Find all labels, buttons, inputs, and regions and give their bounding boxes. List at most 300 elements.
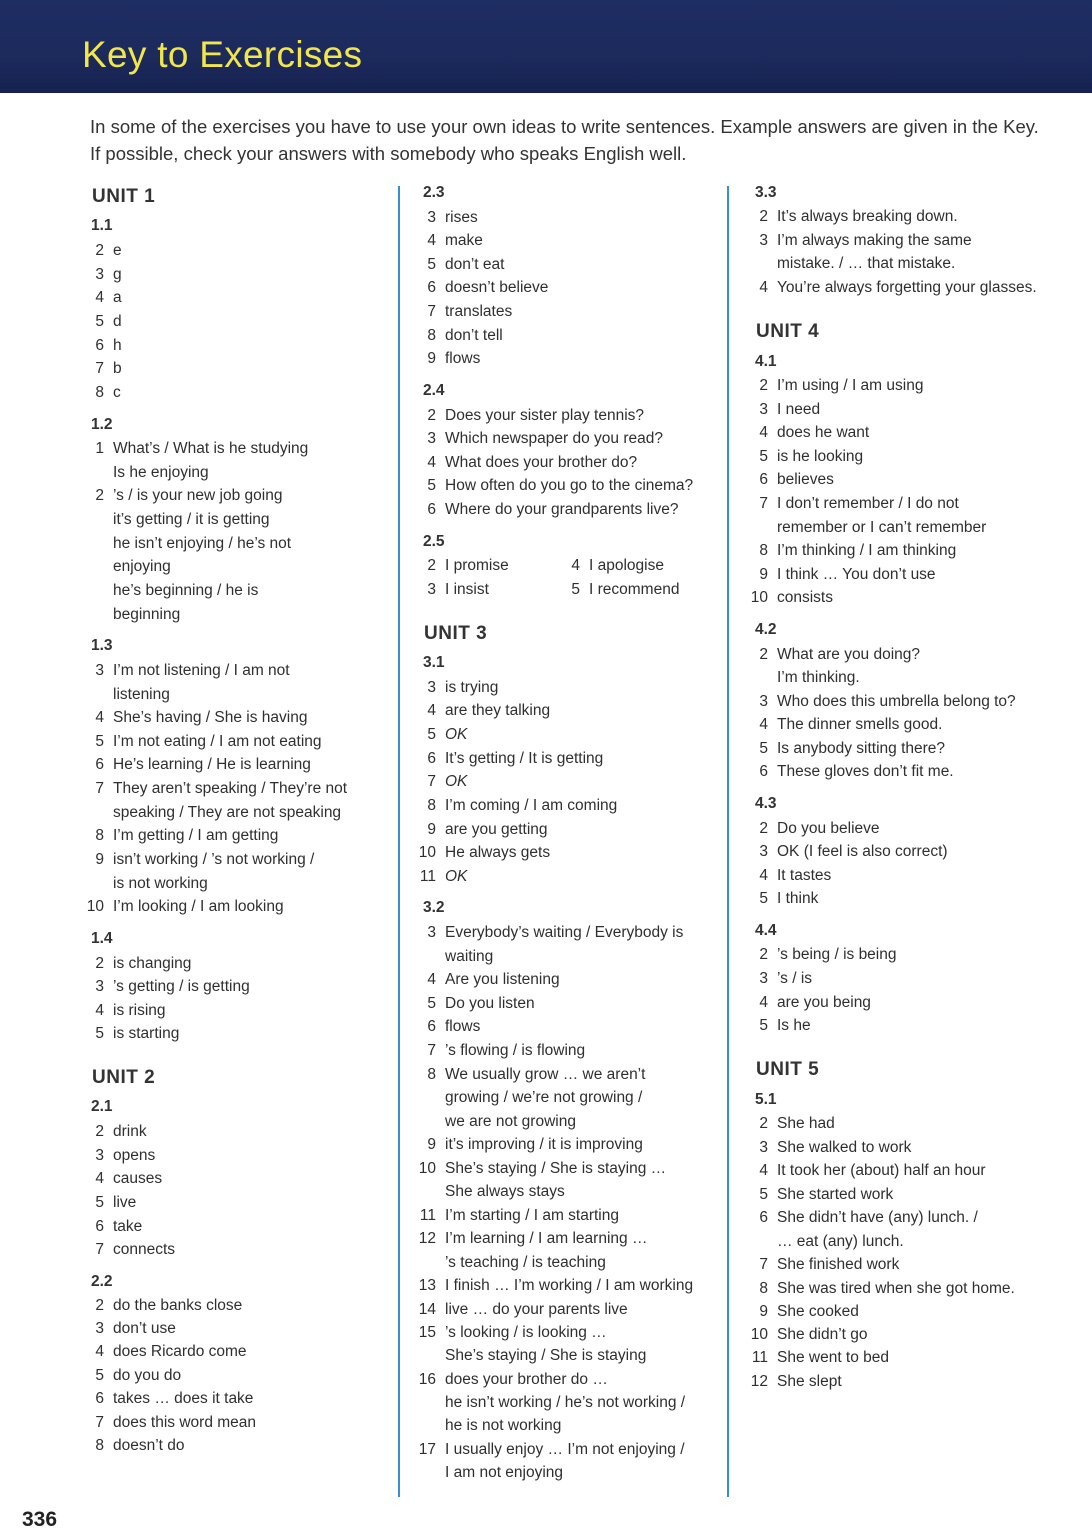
answer-line — [746, 1255, 899, 1275]
answer-line — [82, 439, 308, 459]
answer-number: 4 — [95, 1002, 104, 1019]
answer-text: I think — [777, 890, 819, 907]
answer-text: I’m always making the same — [777, 232, 972, 249]
answer-text: causes — [113, 1170, 163, 1187]
answer-number: 5 — [759, 740, 768, 757]
answer-text: It’s getting / It is getting — [445, 750, 604, 767]
answer-number: 3 — [427, 581, 436, 598]
answer-line — [414, 326, 503, 346]
answer-text: flows — [445, 1018, 481, 1035]
answer-line — [746, 231, 972, 251]
answer-number: 4 — [759, 716, 768, 733]
answer-line — [746, 1348, 889, 1368]
answer-line — [82, 1146, 155, 1166]
answer-text: I promise — [445, 557, 509, 574]
answer-number: 9 — [427, 350, 436, 367]
answer-text: he’s beginning / he is — [113, 582, 259, 599]
answer-number: 7 — [95, 780, 104, 797]
answer-text: mistake. / … that mistake. — [777, 255, 956, 272]
answer-text: opens — [113, 1147, 156, 1164]
answer-line — [414, 1370, 608, 1390]
answer-text: it’s improving / it is improving — [445, 1136, 643, 1153]
answer-line — [746, 494, 959, 514]
answer-line — [414, 1440, 685, 1460]
answer-text: Do you believe — [777, 820, 880, 837]
answer-text: ’s being / is being — [777, 946, 897, 963]
answer-line — [82, 954, 191, 974]
answer-line — [82, 1122, 147, 1142]
answer-line — [414, 947, 493, 967]
answer-number: 3 — [759, 843, 768, 860]
answer-line — [82, 1217, 142, 1237]
answer-number: 5 — [95, 1367, 104, 1384]
answer-text: I’m using / I am using — [777, 377, 924, 394]
answer-text: drink — [113, 1123, 147, 1140]
page-number: 336 — [22, 1508, 58, 1531]
answer-text: live — [113, 1194, 137, 1211]
answer-line — [414, 867, 467, 887]
answer-number: 3 — [95, 662, 104, 679]
answer-text: is starting — [113, 1025, 180, 1042]
answer-text: He’s learning / He is learning — [113, 756, 311, 773]
answer-number: 3 — [427, 430, 436, 447]
answer-number: 9 — [427, 821, 436, 838]
answer-number: 4 — [571, 557, 580, 574]
answer-line — [82, 1169, 162, 1189]
answer-line — [414, 994, 535, 1014]
answer-text: waiting — [445, 948, 494, 965]
answer-text: don’t use — [113, 1320, 176, 1337]
answer-number: 16 — [418, 1371, 436, 1388]
column-divider — [727, 186, 729, 1497]
answer-line — [82, 1342, 247, 1362]
answer-line — [414, 1253, 606, 1273]
answer-text: we are not growing — [445, 1113, 576, 1130]
answer-text: ’s / is — [777, 970, 813, 987]
answer-number: 3 — [427, 679, 436, 696]
unit-heading: UNIT 5 — [756, 1059, 820, 1080]
answer-text: does he want — [777, 424, 870, 441]
answer-number: 6 — [427, 1018, 436, 1035]
answer-number: 9 — [95, 851, 104, 868]
answer-number: 7 — [95, 1414, 104, 1431]
answer-line — [414, 1300, 628, 1320]
answer-line — [414, 476, 693, 496]
answer-number: 4 — [759, 867, 768, 884]
answer-text: She’s staying / She is staying — [445, 1347, 647, 1364]
answer-line — [414, 580, 489, 600]
answer-number: 4 — [95, 289, 104, 306]
answer-line — [746, 541, 956, 561]
answer-line — [414, 1276, 693, 1296]
answer-text: What’s / What is he studying — [113, 440, 309, 457]
answer-text: is not working — [113, 875, 208, 892]
answer-text: h — [113, 337, 122, 354]
answer-number: 3 — [427, 924, 436, 941]
answer-text: Where do your grandparents live? — [445, 501, 679, 518]
answer-text: believes — [777, 471, 834, 488]
answer-text: ’s looking / is looking … — [445, 1324, 607, 1341]
answer-line — [746, 819, 880, 839]
answer-number: 3 — [427, 209, 436, 226]
answer-line — [82, 510, 270, 530]
answer-line — [82, 486, 282, 506]
answer-line — [414, 1017, 480, 1037]
answer-number: 2 — [95, 1123, 104, 1140]
answer-number: 4 — [759, 994, 768, 1011]
answer-number: 11 — [751, 1349, 768, 1366]
answer-line — [746, 866, 831, 886]
exercise-number: 1.3 — [91, 637, 113, 654]
answer-number: 14 — [418, 1301, 436, 1318]
answer-line — [82, 685, 170, 705]
answer-line — [414, 678, 498, 698]
answer-number: 5 — [759, 890, 768, 907]
answer-line — [414, 1229, 647, 1249]
answer-line — [414, 1393, 685, 1413]
answer-line — [746, 278, 1037, 298]
answer-number: 12 — [750, 1373, 768, 1390]
answer-line — [746, 400, 820, 420]
answer-number: 5 — [95, 733, 104, 750]
answer-line — [82, 1413, 256, 1433]
answer-text: What are you doing? — [777, 646, 921, 663]
answer-line — [746, 668, 860, 688]
answer-number: 8 — [427, 797, 436, 814]
answer-number: 7 — [95, 1241, 104, 1258]
answer-text: I apologise — [589, 557, 664, 574]
answer-line — [414, 255, 504, 275]
answer-line — [746, 518, 986, 538]
answer-number: 10 — [750, 589, 768, 606]
answer-text: flows — [445, 350, 481, 367]
answer-text: he isn’t enjoying / he’s not — [113, 535, 292, 552]
answer-number: 7 — [427, 773, 436, 790]
answer-number: 8 — [427, 1066, 436, 1083]
answer-number: 6 — [95, 756, 104, 773]
answer-line — [414, 1112, 576, 1132]
answer-number: 13 — [418, 1277, 436, 1294]
answer-number: 2 — [759, 208, 768, 225]
answer-line — [82, 897, 284, 917]
answer-text: She had — [777, 1115, 835, 1132]
answer-line — [558, 580, 679, 600]
answer-text: Is he enjoying — [113, 464, 209, 481]
answer-number: 9 — [759, 566, 768, 583]
answer-number: 2 — [759, 1115, 768, 1132]
answer-line — [82, 850, 314, 870]
answer-text: OK (I feel is also correct) — [777, 843, 948, 860]
answer-text: listening — [113, 686, 170, 703]
answer-number: 3 — [759, 401, 768, 418]
answer-line — [82, 708, 307, 728]
answer-number: 5 — [427, 256, 436, 273]
answer-line — [746, 470, 834, 490]
answer-line — [82, 605, 180, 625]
answer-text: You’re always forgetting your glasses. — [777, 279, 1037, 296]
answer-line — [82, 265, 122, 285]
answer-line — [82, 463, 209, 483]
answer-number: 5 — [95, 1025, 104, 1042]
answer-line — [746, 254, 955, 274]
exercise-number: 2.2 — [91, 1273, 113, 1290]
answer-line — [82, 1366, 181, 1386]
answer-number: 5 — [427, 995, 436, 1012]
answer-text: He always gets — [445, 844, 551, 861]
answer-text: is trying — [445, 679, 499, 696]
answer-text: Are you listening — [445, 971, 560, 988]
exercise-number: 2.5 — [423, 533, 445, 550]
answer-line — [746, 739, 945, 759]
answer-text: I’m thinking. — [777, 669, 860, 686]
answer-text: Is he — [777, 1017, 811, 1034]
answer-text: doesn’t believe — [445, 279, 549, 296]
answer-text: do the banks close — [113, 1297, 243, 1314]
answer-line — [414, 1463, 563, 1483]
answer-text: remember or I can’t remember — [777, 519, 987, 536]
answer-line — [746, 842, 948, 862]
answer-number: 8 — [759, 542, 768, 559]
answer-number: 11 — [419, 868, 436, 885]
answer-line — [82, 732, 322, 752]
answer-line — [82, 359, 122, 379]
answer-number: 3 — [95, 1147, 104, 1164]
answer-line — [414, 820, 548, 840]
answer-number: 7 — [759, 495, 768, 512]
exercise-number: 5.1 — [755, 1091, 777, 1108]
answer-number: 6 — [427, 501, 436, 518]
unit-heading: UNIT 4 — [756, 321, 820, 342]
answer-number: 4 — [759, 1162, 768, 1179]
answer-line — [82, 312, 122, 332]
answer-text: I’m not listening / I am not — [113, 662, 290, 679]
answer-line — [82, 1389, 253, 1409]
answer-text: I’m getting / I am getting — [113, 827, 279, 844]
answer-text: takes … does it take — [113, 1390, 254, 1407]
answer-number: 7 — [427, 303, 436, 320]
answer-number: 12 — [418, 1230, 436, 1247]
answer-text: These gloves don’t fit me. — [777, 763, 954, 780]
answer-line — [746, 945, 897, 965]
exercise-number: 1.1 — [91, 217, 113, 234]
page-title: Key to Exercises — [82, 34, 363, 75]
answer-text: ’s getting / is getting — [113, 978, 250, 995]
answer-text: We usually grow … we aren’t — [445, 1066, 646, 1083]
answer-text: They aren’t speaking / They’re not — [113, 780, 348, 797]
answer-number: 3 — [759, 1139, 768, 1156]
answer-text: are you being — [777, 994, 871, 1011]
answer-number: 2 — [759, 946, 768, 963]
column-divider — [398, 186, 400, 1497]
answer-text: The dinner smells good. — [777, 716, 943, 733]
answer-line — [746, 993, 871, 1013]
answer-number: 5 — [95, 1194, 104, 1211]
exercise-number: 1.4 — [91, 930, 113, 947]
answer-number: 1 — [95, 440, 104, 457]
answer-text: rises — [445, 209, 478, 226]
answer-number: 8 — [759, 1280, 768, 1297]
answer-number: 8 — [95, 1437, 104, 1454]
answer-line — [82, 874, 208, 894]
answer-number: 4 — [95, 709, 104, 726]
answer-number: 4 — [759, 424, 768, 441]
answer-number: 6 — [95, 1390, 104, 1407]
answer-text: is changing — [113, 955, 192, 972]
answer-line — [82, 661, 290, 681]
answer-number: 2 — [95, 955, 104, 972]
exercise-number: 4.4 — [755, 922, 777, 939]
answer-line — [82, 779, 347, 799]
answer-text: Which newspaper do you read? — [445, 430, 663, 447]
answer-number: 6 — [759, 763, 768, 780]
answer-text: a — [113, 289, 122, 306]
answer-number: 4 — [95, 1170, 104, 1187]
answer-text: beginning — [113, 606, 181, 623]
answer-number: 8 — [427, 327, 436, 344]
answer-text: Who does this umbrella belong to? — [777, 693, 1016, 710]
answer-number: 6 — [759, 1209, 768, 1226]
exercise-number: 3.3 — [755, 184, 777, 201]
answer-number: 2 — [759, 646, 768, 663]
answer-text: don’t eat — [445, 256, 505, 273]
answer-line — [746, 1114, 835, 1134]
answer-number: 9 — [427, 1136, 436, 1153]
answer-number: 2 — [759, 820, 768, 837]
answer-number: 9 — [759, 1303, 768, 1320]
answer-line — [746, 447, 863, 467]
answer-line — [82, 977, 250, 997]
answer-number: 5 — [759, 1186, 768, 1203]
answer-number: 8 — [95, 827, 104, 844]
answer-text: don’t tell — [445, 327, 503, 344]
answer-line — [82, 1001, 166, 1021]
answer-text: isn’t working / ’s not working / — [113, 851, 315, 868]
answer-line — [414, 500, 679, 520]
answer-number: 15 — [418, 1324, 436, 1341]
answer-text: Does your sister play tennis? — [445, 407, 645, 424]
answer-number: 2 — [759, 377, 768, 394]
answer-line — [746, 692, 1016, 712]
answer-line — [414, 1323, 607, 1343]
exercise-number: 2.1 — [91, 1098, 113, 1115]
answer-text: OK — [445, 868, 468, 885]
answer-number: 6 — [95, 1218, 104, 1235]
answer-text: She always stays — [445, 1183, 565, 1200]
exercise-number: 1.2 — [91, 416, 113, 433]
answer-number: 11 — [419, 1207, 436, 1224]
answer-line — [746, 1185, 893, 1205]
answer-number: 3 — [95, 1320, 104, 1337]
answer-line — [746, 1208, 978, 1228]
answer-number: 5 — [95, 313, 104, 330]
answer-text: consists — [777, 589, 833, 606]
answer-text: I finish … I’m working / I am working — [445, 1277, 694, 1294]
exercise-number: 2.3 — [423, 184, 445, 201]
answer-text: doesn’t do — [113, 1437, 185, 1454]
exercise-number: 2.4 — [423, 382, 445, 399]
answer-line — [82, 1024, 179, 1044]
answer-number: 7 — [427, 1042, 436, 1059]
answer-number: 8 — [95, 384, 104, 401]
answer-text: connects — [113, 1241, 176, 1258]
answer-line — [414, 231, 483, 251]
answer-number: 2 — [95, 1297, 104, 1314]
answer-text: is rising — [113, 1002, 166, 1019]
answer-line — [414, 1182, 565, 1202]
answer-number: 6 — [427, 279, 436, 296]
answer-number: 4 — [427, 702, 436, 719]
answer-text: d — [113, 313, 122, 330]
answer-text: do you do — [113, 1367, 182, 1384]
answer-number: 7 — [95, 360, 104, 377]
answer-number: 4 — [427, 454, 436, 471]
answer-number: 3 — [759, 232, 768, 249]
answer-text: live … do your parents live — [445, 1301, 628, 1318]
answer-line — [414, 796, 617, 816]
page-header — [0, 0, 1092, 93]
answer-line — [558, 556, 664, 576]
answer-line — [746, 1161, 986, 1181]
answer-line — [414, 1346, 646, 1366]
answer-line — [746, 1325, 868, 1345]
answer-text: I need — [777, 401, 821, 418]
answer-line — [414, 208, 478, 228]
answer-line — [746, 969, 812, 989]
answer-text: he is not working — [445, 1417, 562, 1434]
answer-text: OK — [445, 726, 468, 743]
answer-number: 2 — [427, 557, 436, 574]
answer-text: How often do you go to the cinema? — [445, 477, 694, 494]
answer-text: it’s getting / it is getting — [113, 511, 270, 528]
answer-line — [414, 1041, 585, 1061]
intro-paragraph: In some of the exercises you have to use your own ideas to write sentences. Example answers are given in the Key. If possible, check your answers with somebody who speaks English well. — [90, 116, 1039, 164]
answer-line — [414, 923, 683, 943]
answer-text: What does your brother do? — [445, 454, 638, 471]
answer-text: he isn’t working / he’s not working / — [445, 1394, 686, 1411]
answer-text: speaking / They are not speaking — [113, 804, 342, 821]
answer-text: She went to bed — [777, 1349, 890, 1366]
answer-number: 7 — [759, 1256, 768, 1273]
answer-number: 3 — [759, 970, 768, 987]
answer-number: 4 — [759, 279, 768, 296]
answer-text: make — [445, 232, 483, 249]
answer-line — [82, 288, 122, 308]
answer-line — [414, 429, 663, 449]
answer-text: does Ricardo come — [113, 1343, 247, 1360]
answer-text: take — [113, 1218, 143, 1235]
answer-number: 17 — [418, 1441, 436, 1458]
answer-line — [414, 970, 560, 990]
answer-line — [82, 557, 171, 577]
answer-line — [82, 1296, 242, 1316]
answer-line — [746, 889, 818, 909]
answer-number: 4 — [427, 232, 436, 249]
answer-line — [746, 762, 954, 782]
answer-line — [746, 1279, 1015, 1299]
answer-number: 5 — [571, 581, 580, 598]
answer-number: 10 — [86, 898, 104, 915]
answer-line — [414, 772, 467, 792]
answer-text: b — [113, 360, 122, 377]
answer-line — [746, 565, 936, 585]
answer-line — [82, 1193, 136, 1213]
answer-number: 6 — [95, 337, 104, 354]
exercise-number: 3.2 — [423, 899, 445, 916]
answer-line — [414, 843, 550, 863]
answer-text: are you getting — [445, 821, 548, 838]
answer-number: 3 — [95, 266, 104, 283]
answer-text: She started work — [777, 1186, 894, 1203]
